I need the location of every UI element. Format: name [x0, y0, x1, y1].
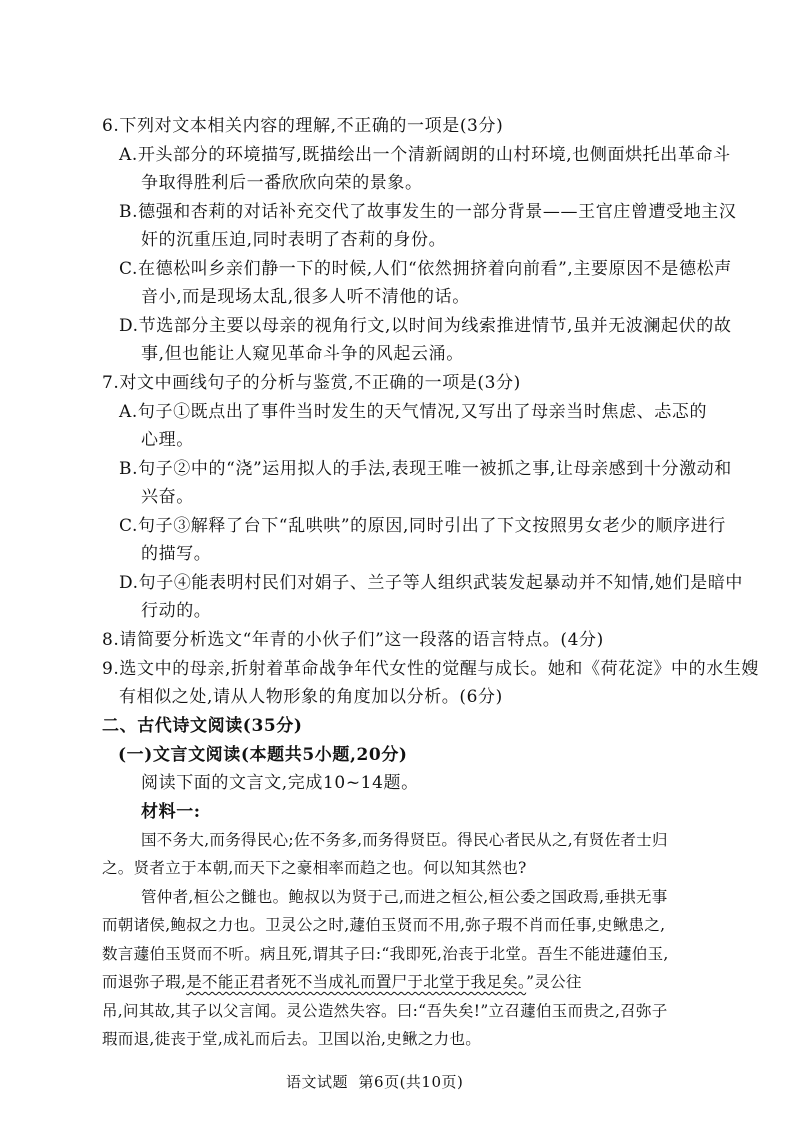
- q6-option-c-line1: C.在德松叫乡亲们静一下的时候,人们“依然拥挤着向前看”,主要原因不是德松声: [119, 259, 732, 279]
- q6-stem: 6.下列对文本相关内容的理解,不正确的一项是(3分): [102, 116, 504, 136]
- q7-option-c-line1: C.句子③解释了台下“乱哄哄”的原因,同时引出了下文按照男女老少的顺序进行: [119, 516, 726, 536]
- passage-p1-line2: 之。贤者立于本朝,而天下之豪相率而趋之也。何以知其然也?: [102, 859, 527, 877]
- passage-p2-line2: 而朝诸侯,鲍叔之力也。卫灵公之时,蘧伯玉贤而不用,弥子瑕不肖而任事,史鳅患之,: [102, 916, 666, 934]
- q6-option-b-line1: B.德强和杏莉的对话补充交代了故事发生的一部分背景——王官庄曾遭受地主汉: [119, 202, 737, 222]
- passage-p2-line4-start: 而退弥子瑕,: [102, 973, 187, 991]
- passage-p2-line4: [102, 975, 582, 991]
- q7-option-d-line1: D.句子④能表明村民们对娟子、兰子等人组织武装发起暴动并不知情,她们是暗中: [119, 573, 744, 593]
- passage-p2-line1: 管仲者,桓公之雠也。鲍叔以为贤于己,而进之桓公,桓公委之国政焉,垂拱无事: [141, 888, 668, 906]
- passage-p2-line5: 吊,问其故,其子以父言闻。灵公造然失容。曰:“吾失矣!”立召蘧伯玉而贵之,召弥子: [102, 1002, 668, 1020]
- q6-option-d-line2: 事,但也能让人窥见革命斗争的风起云涌。: [141, 344, 464, 364]
- passage-p2-line4-end: ”灵公往: [526, 973, 582, 991]
- q7-option-a-line2: 心理。: [141, 430, 194, 450]
- q7-option-a-line1: A.句子①既点出了事件当时发生的天气情况,又写出了母亲当时焦虑、忐忑的: [119, 402, 708, 422]
- q7-option-c-line2: 的描写。: [141, 544, 212, 564]
- q9-stem-line2: 有相似之处,请从人物形象的角度加以分析。(6分): [119, 687, 503, 707]
- q6-option-a-line2: 争取得胜利后一番欣欣向荣的景象。: [141, 173, 423, 193]
- page-footer: 语文试题 第6页(共10页): [286, 1073, 464, 1091]
- q7-stem: 7.对文中画线句子的分析与鉴赏,不正确的一项是(3分): [102, 373, 521, 393]
- q6-option-d-line1: D.节选部分主要以母亲的视角行文,以时间为线索推进情节,虽并无波澜起伏的故: [119, 316, 732, 336]
- passage-p1-line1: 国不务大,而务得民心;佐不务多,而务得贤臣。得民心者民从之,有贤佐者士归: [141, 831, 668, 849]
- q7-option-b-line2: 兴奋。: [141, 487, 194, 507]
- q6-option-a-line1: A.开头部分的环境描写,既描绘出一个清新阔朗的山村环境,也侧面烘托出革命斗: [119, 145, 731, 165]
- passage-p2-line6: 瑕而退,徙丧于堂,成礼而后去。卫国以治,史鳅之力也。: [102, 1030, 482, 1048]
- q9-stem-line1: 9.选文中的母亲,折射着革命战争年代女性的觉醒与成长。她和《荷花淀》中的水生嫂: [102, 659, 760, 679]
- q6-option-c-line2: 音小,而是现场太乱,很多人听不清他的话。: [141, 287, 470, 307]
- q7-option-d-line2: 行动的。: [141, 601, 212, 621]
- q8-stem: 8.请简要分析选文“年青的小伙子们”这一段落的语言特点。(4分): [102, 630, 604, 650]
- subsection-1-heading: (一)文言文阅读(本题共5小题,20分): [118, 745, 408, 765]
- reading-instruction: 阅读下面的文言文,完成10~14题。: [141, 773, 419, 793]
- q7-option-b-line1: B.句子②中的“浇”运用拟人的手法,表现王唯一被抓之事,让母亲感到十分激动和: [119, 459, 732, 479]
- section-2-heading: 二、古代诗文阅读(35分): [102, 716, 303, 736]
- passage-p2-line3: 数言蘧伯玉贤而不听。病且死,谓其子曰:“我即死,治丧于北堂。吾生不能进蘧伯玉,: [102, 945, 669, 963]
- q6-option-b-line2: 奸的沉重压迫,同时表明了杏莉的身份。: [141, 230, 447, 250]
- underlined-sentence: 是不能正君者死不当成礼而置尸于北堂于我足矣。: [186, 973, 527, 991]
- material-1-label: 材料一:: [141, 802, 201, 822]
